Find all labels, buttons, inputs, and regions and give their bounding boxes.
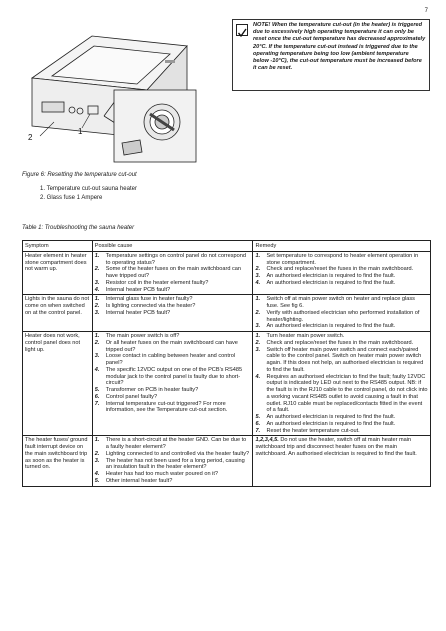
remedy-cell — [253, 332, 431, 436]
cause-number: 6. — [94, 393, 100, 400]
remedy-item — [255, 428, 428, 435]
remedy-text: An authorised electrician is required to find the fault. — [266, 323, 396, 330]
figure-legend — [40, 185, 137, 202]
remedy-number: 2. — [255, 339, 261, 346]
cause-number: 2. — [94, 303, 100, 309]
cause-item — [95, 266, 251, 280]
figure-legend-item: 1. Temperature cut-out sauna heater — [40, 186, 137, 192]
cause-text: Is lighting connected via the heater? — [105, 303, 196, 309]
remedy-number: 1. — [255, 333, 261, 339]
remedy-list — [255, 253, 428, 287]
remedy-text: Requires an authorised electrician to find the fault; faulty 12VDC output is indicated by LED out next to the RS485 output. NB: if the fault is in the RJ10 cable to the control panel, do not click into a working vacant RS485 outlet to avoid causing a fault in that outlet. RJ10 cable must be replaced/contacts fitted in the event of a fault. — [266, 373, 428, 414]
troubleshooting-table — [22, 240, 431, 487]
remedy-text: Verify with authorised electrician who performed installation of heater/lighting. — [266, 309, 420, 323]
cause-item — [95, 253, 251, 267]
remedy-number: 5. — [255, 414, 261, 420]
remedy-text: An authorised electrician is required to find the fault. — [266, 414, 396, 420]
cause-cell — [92, 251, 253, 295]
note-box — [232, 19, 430, 91]
cause-number: 3. — [94, 353, 100, 360]
cause-item — [95, 458, 251, 472]
remedy-item — [255, 273, 428, 280]
remedy-numbers: 1,2,3,4,5. — [255, 437, 279, 444]
cause-text: Transformer on PCB in heater faulty? — [105, 387, 199, 393]
header-symptom: Symptom — [23, 241, 93, 252]
cause-number: 3. — [94, 457, 100, 464]
cause-text: Lighting connected to and controlled via the heater faulty? — [105, 450, 250, 457]
remedy-text: Reset the heater temperature cut-out. — [266, 427, 360, 434]
remedy-item — [255, 266, 428, 273]
cause-item — [95, 310, 251, 317]
remedy-item — [255, 414, 428, 421]
cause-text: Control panel faulty? — [105, 393, 158, 400]
remedy-text: Check and replace/reset the fuses in the main switchboard. — [266, 266, 414, 273]
cause-number: 4. — [94, 286, 100, 293]
remedy-item — [255, 421, 428, 428]
cause-text: Heater has had too much water poured on it? — [105, 471, 219, 477]
remedy-item — [255, 323, 428, 330]
cause-item — [95, 280, 251, 287]
cause-cell — [92, 295, 253, 332]
cause-text: Other internal heater fault? — [105, 477, 173, 484]
cause-number: 5. — [94, 477, 100, 484]
figure-caption: Figure 6: Resetting the temperature cut-out — [22, 172, 137, 178]
remedy-text: Set temperature to correspond to heater element operation in stone compartment. — [266, 252, 419, 266]
table-header-row — [23, 241, 431, 252]
remedy-number: 4. — [255, 373, 261, 380]
callout-2: 2 — [28, 133, 33, 142]
remedy-number: 6. — [255, 420, 261, 427]
remedy-item — [255, 253, 428, 267]
header-cause: Possible cause — [92, 241, 253, 252]
cause-text: Internal heater PCB fault? — [105, 286, 171, 293]
remedy-cell — [253, 295, 431, 332]
remedy-number: 2. — [255, 309, 261, 316]
remedy-number: 7. — [255, 427, 261, 434]
remedy-cell — [253, 436, 431, 486]
cause-item — [95, 437, 251, 451]
cause-number: 5. — [94, 387, 100, 393]
cause-number: 1. — [94, 296, 100, 303]
cause-cell — [92, 436, 253, 486]
cause-text: Internal heater PCB fault? — [105, 309, 171, 316]
remedy-list — [255, 296, 428, 330]
cause-text: The heater has not been used for a long period, causing an insulation fault in the heater element? — [105, 457, 245, 471]
symptom-cell: Heater does not work, control panel does not light up. — [23, 332, 93, 436]
remedy-number: 3. — [255, 346, 261, 353]
cause-text: The specific 12VDC output on one of the PCB's RS485 modular jack to the control panel is faulty due to short-circuit? — [105, 366, 243, 387]
table-row — [23, 295, 431, 332]
cause-text: The main power switch is off? — [105, 333, 180, 339]
cause-item — [95, 394, 251, 401]
note-text: NOTE! When the temperature cut-out (in the heater) is triggered due to excessively high operating temperature it can only be reset once the cut-out temperature has decreased approximately 20°C. If the temperature cut-out instead is triggered due to the operating temperature being too low (ambient temperature below -10°C), the cut-out temperature must be increased before it can be reset. — [253, 22, 426, 72]
remedy-item — [255, 310, 428, 324]
cause-text: Some of the heater fuses on the main switchboard can have tripped out? — [105, 266, 242, 279]
remedy-item — [255, 340, 428, 347]
cause-item — [95, 471, 251, 478]
remedy-text: Switch off heater main power switch and connect each/paired cable to the control panel. Switch on heater main power switch again. If this does not help, an authorised electrician is required to find the fault. — [266, 346, 424, 373]
table-row — [23, 332, 431, 436]
cause-text: Internal glass fuse in heater faulty? — [105, 296, 193, 303]
symptom-cell: Heater element in heater stone compartment does not warm up. — [23, 251, 93, 295]
remedy-number: 3. — [255, 273, 261, 279]
cause-number: 1. — [94, 333, 100, 339]
remedy-number: 4. — [255, 279, 261, 286]
cause-item — [95, 353, 251, 367]
cause-list — [95, 296, 251, 316]
remedy-text: Check and replace/reset the fuses in the main switchboard. — [266, 339, 414, 346]
remedy-list — [255, 333, 428, 434]
cause-number: 2. — [94, 450, 100, 457]
checkbox-icon — [236, 24, 248, 36]
page-number: 7 — [424, 8, 428, 14]
cause-number: 2. — [94, 266, 100, 273]
cause-text: Temperature settings on control panel do not correspond to operating status? — [105, 252, 247, 266]
symptom-cell: The heater fuses/ ground fault interrupt device on the main switchboard trip as soon as the heater is turned on. — [23, 436, 93, 486]
cause-number: 3. — [94, 309, 100, 316]
cause-list — [95, 253, 251, 294]
remedy-cell — [253, 251, 431, 295]
cause-number: 3. — [94, 279, 100, 286]
cause-item — [95, 478, 251, 485]
header-remedy: Remedy — [253, 241, 431, 252]
remedy-number: 1. — [255, 296, 261, 303]
cause-item — [95, 367, 251, 387]
table-row — [23, 436, 431, 486]
symptom-cell: Lights in the sauna do not come on when switched on at the control panel. — [23, 295, 93, 332]
remedy-item — [255, 296, 428, 310]
zoom-detail — [104, 90, 196, 162]
remedy-number: 1. — [255, 252, 261, 259]
heater-figure — [22, 18, 230, 170]
cause-text: Resistor coil in the heater element faulty? — [105, 279, 209, 286]
callout-1: 1 — [78, 127, 83, 136]
cause-text: Internal temperature cut-out triggered? For more information, see the Temperature cut-out section. — [105, 400, 228, 414]
remedy-text: An authorised electrician is required to find the fault. — [266, 420, 396, 427]
cause-number: 1. — [94, 252, 100, 259]
remedy-text: An authorised electrician is required to find the fault. — [266, 273, 396, 279]
remedy-item — [255, 374, 428, 415]
table-caption: Table 1: Troubleshooting the sauna heater — [22, 225, 135, 231]
figure-legend-item: 2. Glass fuse 1 Ampere — [40, 194, 103, 201]
cause-number: 4. — [94, 471, 100, 477]
cause-item — [95, 333, 251, 340]
remedy-item — [255, 280, 428, 287]
remedy-text: Switch off at main power switch on heater and replace glass fuse. See fig 6. — [266, 296, 415, 309]
cause-number: 7. — [94, 400, 100, 407]
cause-item — [95, 401, 251, 415]
cause-text: Loose contact in cabling between heater and control panel? — [105, 353, 236, 366]
cause-text: Or all heater fuses on the main switchboard can have tripped out? — [105, 339, 238, 353]
remedy-item — [255, 333, 428, 340]
remedy-text: An authorised electrician is required to find the fault. — [266, 279, 396, 286]
cause-item — [95, 296, 251, 303]
remedy-text: Turn heater main power switch. — [266, 333, 345, 339]
cause-list — [95, 437, 251, 484]
cause-item — [95, 387, 251, 394]
cause-number: 4. — [94, 366, 100, 373]
cause-number: 2. — [94, 339, 100, 346]
cause-item — [95, 303, 251, 310]
remedy-text: Do not use the heater, switch off at main heater main switchboard trip and disconnect heater fuses on the main switchboard. An authorised electrician is required to find the fault. — [255, 437, 417, 457]
cause-cell — [92, 332, 253, 436]
cause-number: 1. — [94, 437, 100, 444]
cause-list — [95, 333, 251, 414]
cause-item — [95, 287, 251, 294]
cause-text: There is a short-circuit at the heater GND. Can be due to a faulty heater element? — [105, 437, 247, 450]
cause-item — [95, 451, 251, 458]
remedy-number: 2. — [255, 266, 261, 273]
table-row — [23, 251, 431, 295]
remedy-item — [255, 347, 428, 374]
cause-item — [95, 340, 251, 354]
remedy-number: 3. — [255, 323, 261, 330]
